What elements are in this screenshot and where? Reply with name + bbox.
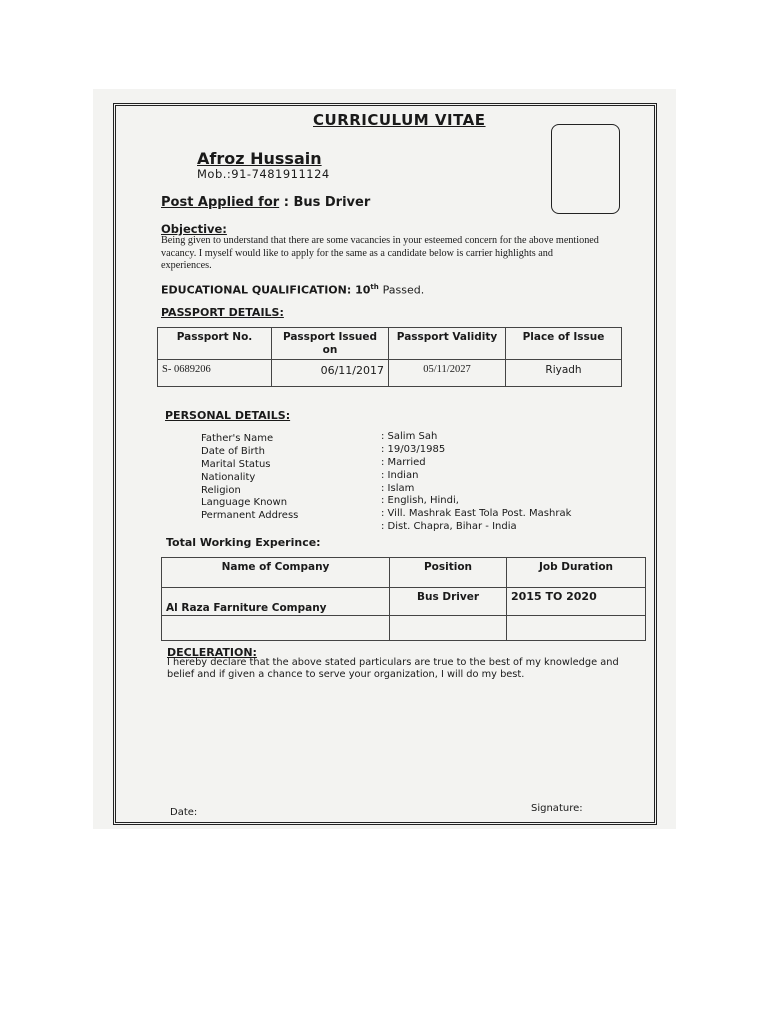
field-value: : English, Hindi, [381,495,459,506]
passport-heading: PASSPORT DETAILS: [161,306,284,319]
empty-cell [162,616,390,641]
field-value: : Salim Sah [381,431,438,442]
work-table [161,557,646,641]
field-label: Father's Name [201,433,274,444]
post-applied [161,195,370,210]
passport-issued: 06/11/2017 [272,360,389,387]
passport-header-cell: Passport Issued on [272,328,389,360]
passport-number: S- 0689206 [158,360,272,387]
field-value: : Islam [381,483,415,494]
education-status: Passed. [382,283,425,297]
passport-validity: 05/11/2027 [389,360,506,387]
passport-data-row [158,360,622,387]
passport-header-cell: Passport No. [158,328,272,360]
photo-placeholder [551,124,620,214]
personal-heading: PERSONAL DETAILS: [165,409,291,422]
objective-text: Being given to understand that there are some vacancies in your esteemed concern for the above mentioned vacancy. I myself would like to apply for the same as a candidate below is carrier highlights and experiences. [161,235,599,271]
field-label: Religion [201,485,241,496]
work-header-row [162,558,646,588]
work-header-cell: Job Duration [507,558,646,588]
field-value: : Indian [381,470,419,481]
empty-cell [390,616,507,641]
work-data-row [162,588,646,616]
job-duration: 2015 TO 2020 [507,588,646,616]
address-line-2: : Dist. Chapra, Bihar - India [381,521,517,532]
field-label: Language Known [201,497,288,508]
field-value: : Married [381,457,426,468]
field-label: Date of Birth [201,446,265,457]
passport-header-cell: Passport Validity [389,328,506,360]
mobile-number: Mob.:91-7481911124 [197,167,330,181]
passport-table [157,327,622,387]
work-heading: Total Working Experince: [166,536,321,549]
post-label: Post Applied for [161,195,280,210]
document-title: CURRICULUM VITAE [313,111,486,129]
work-header-cell: Name of Company [162,558,390,588]
education-line [161,283,424,297]
field-value: : 19/03/1985 [381,444,446,455]
passport-header-row [158,328,622,360]
job-position: Bus Driver [390,588,507,616]
field-label: Nationality [201,472,256,483]
post-separator: : [279,195,294,210]
declaration-text: I hereby declare that the above stated particulars are true to the best of my knowledge and belief and if given a chance to serve your organization, I will do my best. [167,657,619,680]
field-value: : Vill. Mashrak East Tola Post. Mashrak [381,508,572,519]
field-label: Permanent Address [201,510,299,521]
declaration-heading: DECLERATION: [167,646,257,659]
field-label: Marital Status [201,459,271,470]
education-value: 10 [355,283,371,297]
education-sup: th [370,283,379,291]
education-label: EDUCATIONAL QUALIFICATION: [161,283,352,297]
post-value: Bus Driver [293,195,371,210]
passport-header-cell: Place of Issue [506,328,622,360]
empty-cell [507,616,646,641]
signature-label: Signature: [531,803,583,814]
objective-heading: Objective: [161,222,227,236]
candidate-name: Afroz Hussain [197,149,322,168]
passport-place: Riyadh [506,360,622,387]
date-label: Date: [170,807,198,818]
work-header-cell: Position [390,558,507,588]
work-empty-row [162,616,646,641]
company-name: Al Raza Farniture Company [162,588,390,616]
